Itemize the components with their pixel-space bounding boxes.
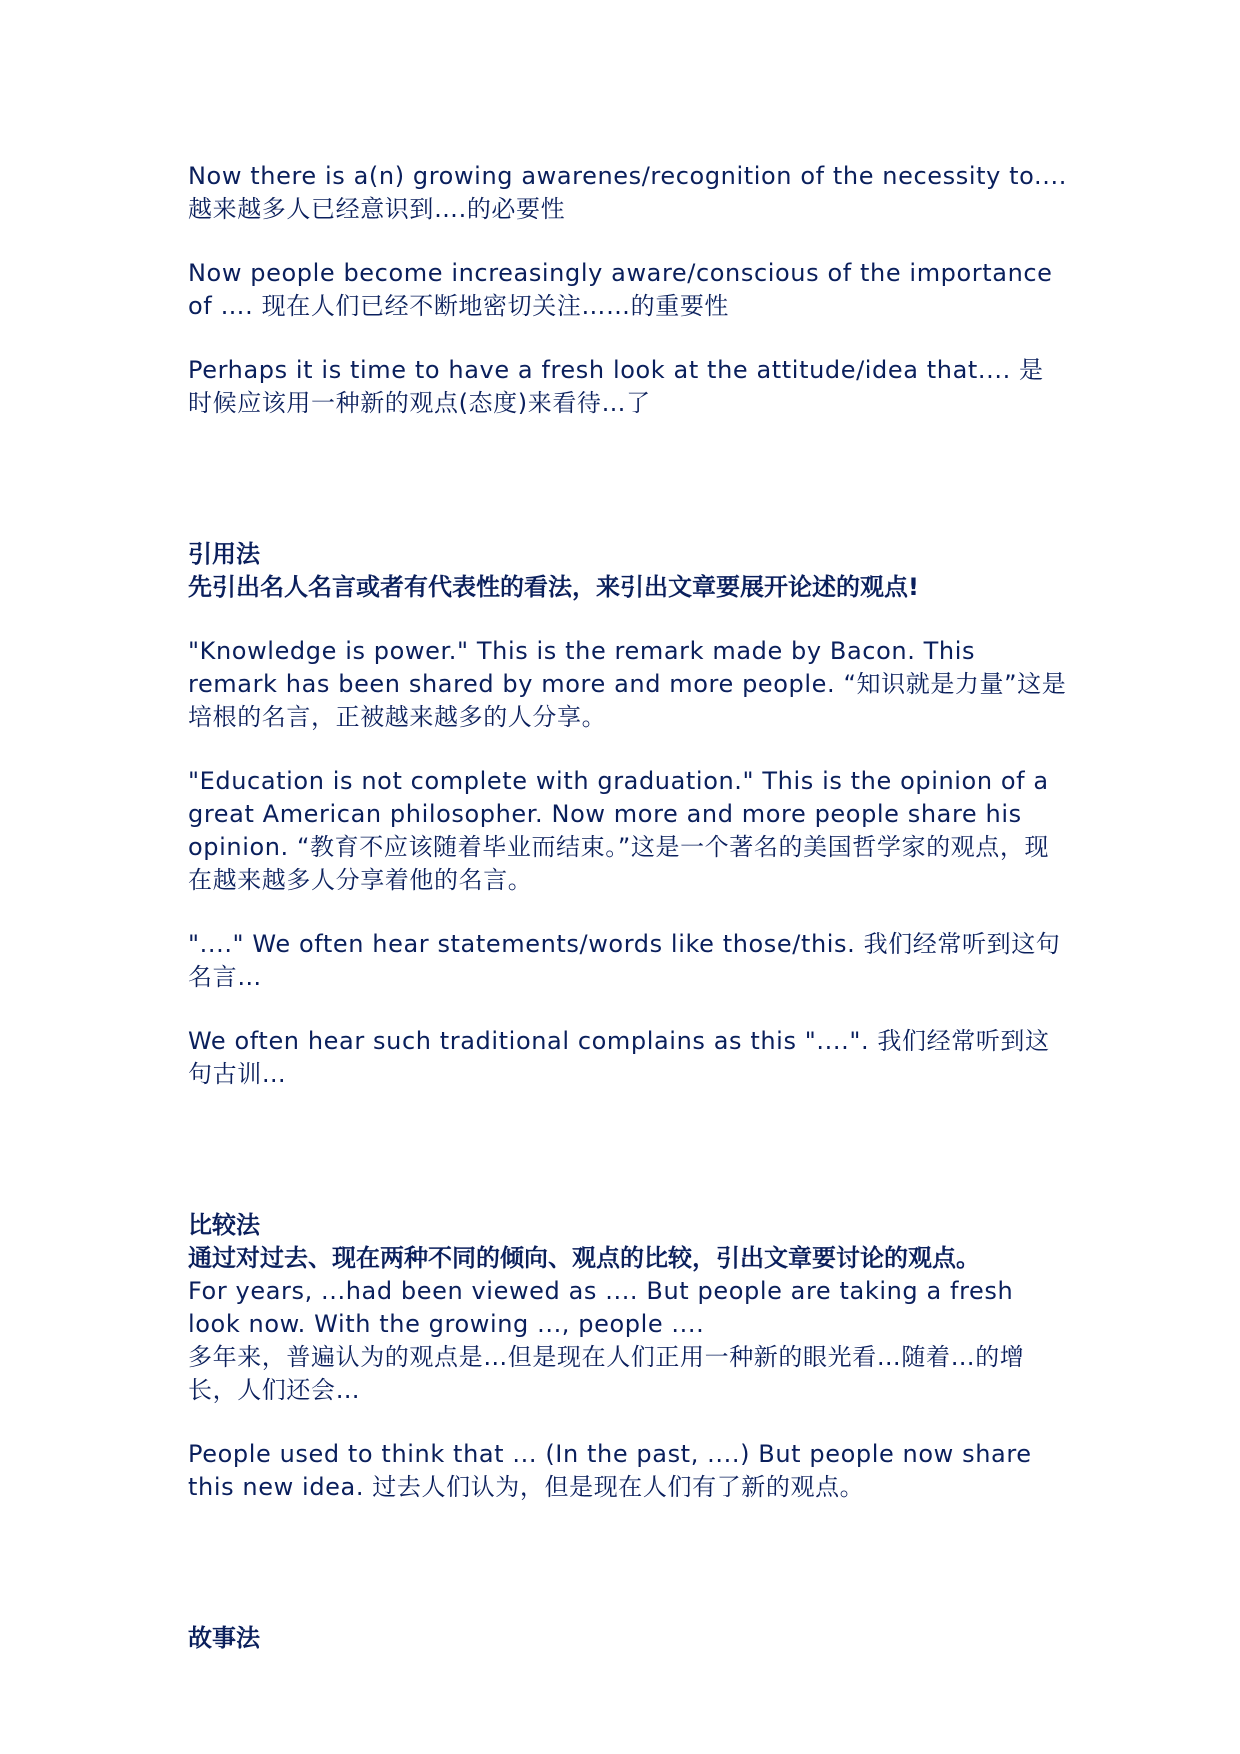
compare-section-subtitle: 通过对过去、现在两种不同的倾向、观点的比较，引出文章要讨论的观点。 [188, 1244, 980, 1272]
compare-paragraph: For years, ...had been viewed as .... But people are taking a fresh look now. With the growing ..., people .... [188, 1277, 1014, 1338]
quote-paragraph: We often hear such traditional complains as this "....". 我们经常听到这句古训… [188, 1027, 1050, 1088]
quote-section-title: 引用法 [188, 540, 260, 568]
quote-section-subtitle: 先引出名人名言或者有代表性的看法，来引出文章要展开论述的观点! [188, 573, 919, 601]
intro-paragraph: Now there is a(n) growing awarenes/recognition of the necessity to.... 越来越多人已经意识到….的必要性 [188, 162, 1067, 223]
document-page [188, 160, 1068, 1655]
quote-paragraph: "Education is not complete with graduation." This is the opinion of a great American philosopher. Now more and more people share his opinion. “教育不应该随着毕业而结束。”这是一个著名的美国哲学家的观点，现在越来越多人分享着他的名言。 [188, 767, 1050, 894]
compare-paragraph: People used to think that ... (In the past, ....) But people now share this new idea. 过去人们认为，但是现在人们有了新的观点。 [188, 1440, 1032, 1501]
compare-paragraph: 多年来，普遍认为的观点是…但是现在人们正用一种新的眼光看…随着…的增长，人们还会… [188, 1343, 1025, 1404]
quote-paragraph: "Knowledge is power." This is the remark made by Bacon. This remark has been shared by more and more people. “知识就是力量”这是培根的名言，正被越来越多的人分享。 [188, 637, 1067, 731]
intro-paragraph: Perhaps it is time to have a fresh look at the attitude/idea that.... 是时候应该用一种新的观点(态度)来看待…了 [188, 356, 1044, 417]
quote-paragraph: "...." We often hear statements/words like those/this. 我们经常听到这句名言… [188, 930, 1061, 991]
compare-section-title: 比较法 [188, 1211, 260, 1239]
story-section-title: 故事法 [188, 1624, 260, 1652]
intro-paragraph: Now people become increasingly aware/conscious of the importance of …. 现在人们已经不断地密切关注……的重要性 [188, 259, 1053, 320]
